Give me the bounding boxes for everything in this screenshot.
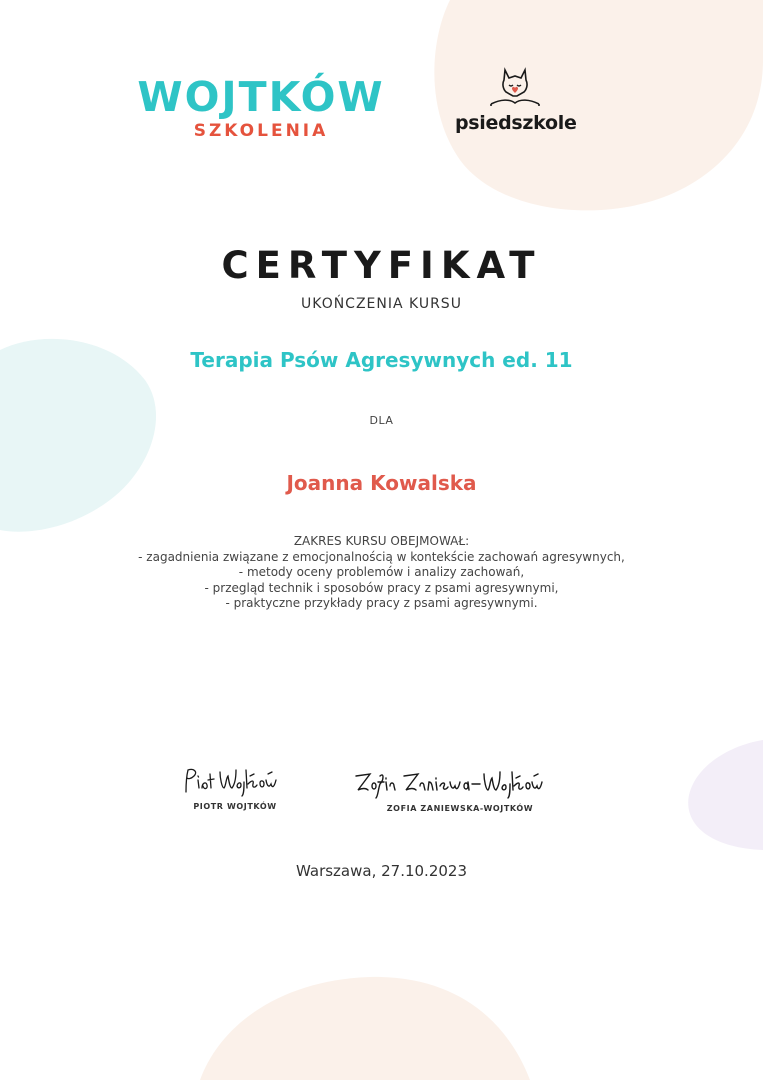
for-label: DLA <box>369 414 394 427</box>
scope-item: - przegląd technik i sposobów pracy z psami agresywnymi, <box>204 580 559 595</box>
wojtkow-szkolenia-logo <box>136 73 386 142</box>
signature-piotr-wojtkow <box>160 766 310 811</box>
handwritten-signature-2 <box>350 768 570 800</box>
logo-szkolenia-text: SZKOLENIA <box>193 121 329 141</box>
scope-item: - zagadnienia związane z emocjonalnością w kontekście zachowań agresywnych, <box>138 549 625 564</box>
handwritten-signature-1 <box>180 766 290 798</box>
signature-zofia-zaniewska-wojtkow <box>340 768 580 813</box>
signatory-name: PIOTR WOJTKÓW <box>193 802 277 811</box>
signatory-name: ZOFIA ZANIEWSKA-WOJTKÓW <box>386 804 534 813</box>
recipient-name: Joanna Kowalska <box>286 471 477 495</box>
place-and-date: Warszawa, 27.10.2023 <box>296 862 467 880</box>
logo-wojtkow-text: WOJTKÓW <box>137 73 385 121</box>
scope-item: - praktyczne przykłady pracy z psami agresywnymi. <box>225 596 538 610</box>
scope-heading: ZAKRES KURSU OBEJMOWAŁ: <box>293 534 470 548</box>
psiedszkole-logo <box>455 66 575 134</box>
certificate-title: CERTYFIKAT <box>221 244 542 287</box>
certificate-subtitle: UKOŃCZENIA KURSU <box>301 296 462 312</box>
logo-psiedszkole-text: psiedszkole <box>455 112 577 134</box>
dog-reading-icon <box>483 66 547 110</box>
course-scope <box>0 534 763 612</box>
scope-item: - metody oceny problemów i analizy zachowań, <box>238 565 525 579</box>
course-name: Terapia Psów Agresywnych ed. 11 <box>190 348 573 372</box>
